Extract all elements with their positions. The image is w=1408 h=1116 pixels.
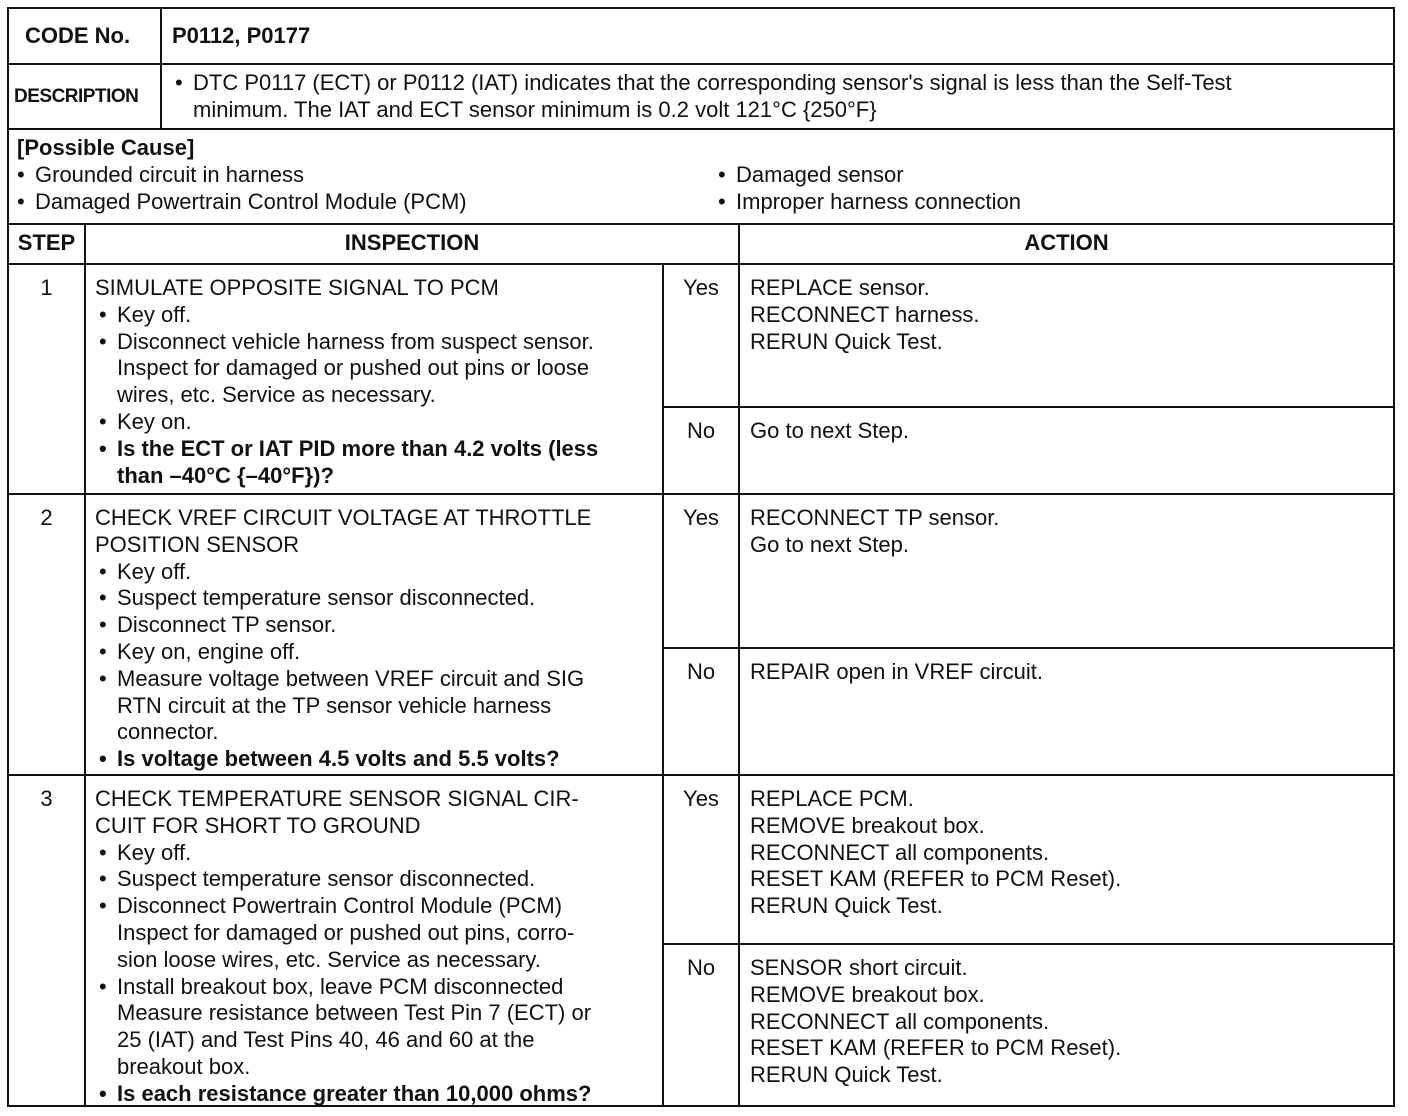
action-line: RERUN Quick Test. xyxy=(750,893,943,919)
inspection-question: • Is voltage between 4.5 volts and 5.5 volts? xyxy=(95,746,591,773)
action-line: RESET KAM (REFER to PCM Reset). xyxy=(750,1035,1122,1061)
inspection-bullet: • Key off. xyxy=(95,559,591,586)
rule xyxy=(9,223,1393,225)
column-step: STEP xyxy=(17,230,76,255)
description-text xyxy=(171,70,1232,124)
inspection-question: • Is each resistance greater than 10,000 ohms? xyxy=(95,1081,591,1108)
action-line: RERUN Quick Test. xyxy=(750,1062,943,1088)
action-line: RERUN Quick Test. xyxy=(750,328,943,354)
possible-cause-right xyxy=(714,162,1021,216)
rule xyxy=(160,9,162,128)
no-actions xyxy=(750,955,1121,1089)
rule xyxy=(84,223,86,1105)
description-label: DESCRIPTION xyxy=(14,86,139,107)
rule xyxy=(9,128,1393,130)
inspection-bullet: • Disconnect vehicle harness from suspect sensor. xyxy=(95,329,598,356)
yes-actions xyxy=(750,505,999,559)
yes-actions xyxy=(750,275,979,355)
action-line: Go to next Step. xyxy=(750,418,909,443)
inspection-bullet: RTN circuit at the TP sensor vehicle harness xyxy=(117,692,552,718)
inspection-bullet: breakout box. xyxy=(117,1053,251,1079)
inspection-question: • Is the ECT or IAT PID more than 4.2 volts (less xyxy=(95,436,598,463)
step-number: 2 xyxy=(40,505,53,530)
inspection-title: CUIT FOR SHORT TO GROUND xyxy=(95,812,421,838)
code-value: P0112, P0177 xyxy=(172,23,311,48)
inspection-block xyxy=(95,505,591,773)
inspection-bullet: • Suspect temperature sensor disconnected. xyxy=(95,866,591,893)
no-label: No xyxy=(686,955,716,980)
action-line: REMOVE breakout box. xyxy=(750,812,985,838)
inspection-bullet: Measure resistance between Test Pin 7 (ECT) or xyxy=(117,1000,592,1026)
inspection-bullet: connector. xyxy=(117,719,219,745)
action-line: REPAIR open in VREF circuit. xyxy=(750,659,1044,684)
step-number: 3 xyxy=(40,786,53,811)
action-line: REPLACE sensor. xyxy=(750,275,930,300)
step-number: 1 xyxy=(40,275,53,300)
possible-cause-left xyxy=(13,162,467,216)
inspection-bullet: • Disconnect TP sensor. xyxy=(95,612,591,639)
inspection-bullet: 25 (IAT) and Test Pins 40, 46 and 60 at the xyxy=(117,1027,535,1053)
column-inspection: INSPECTION xyxy=(344,230,480,255)
action-line: RECONNECT harness. xyxy=(750,301,980,327)
action-line: RESET KAM (REFER to PCM Reset). xyxy=(750,866,1122,892)
yes-actions xyxy=(750,786,1121,920)
cause-item: • Damaged Powertrain Control Module (PCM) xyxy=(13,189,467,216)
action-line: REPLACE PCM. xyxy=(750,786,914,811)
description-line: minimum. The IAT and ECT sensor minimum is 0.2 volt 121°C {250°F} xyxy=(193,96,877,122)
yes-label: Yes xyxy=(683,786,719,811)
no-label: No xyxy=(686,659,716,684)
inspection-title: CHECK TEMPERATURE SENSOR SIGNAL CIR- xyxy=(95,786,579,811)
inspection-title: POSITION SENSOR xyxy=(95,531,300,557)
yes-label: Yes xyxy=(683,275,719,300)
inspection-bullet: • Install breakout box, leave PCM disconnected xyxy=(95,974,591,1001)
diagnostic-table xyxy=(7,7,1395,1107)
inspection-bullet: • Disconnect Powertrain Control Module (PCM) xyxy=(95,893,591,920)
column-action: ACTION xyxy=(1024,230,1109,255)
rule xyxy=(662,647,1393,649)
cause-item: • Improper harness connection xyxy=(714,189,1021,216)
inspection-bullet: wires, etc. Service as necessary. xyxy=(117,382,436,408)
rule xyxy=(662,943,1393,945)
cause-item: • Grounded circuit in harness xyxy=(13,162,467,189)
rule xyxy=(9,493,1393,495)
rule xyxy=(738,223,740,1105)
action-line: RECONNECT TP sensor. xyxy=(750,505,1000,530)
action-line: SENSOR short circuit. xyxy=(750,955,968,980)
no-actions xyxy=(750,659,1043,686)
cause-item: • Damaged sensor xyxy=(714,162,1021,189)
inspection-bullet: Inspect for damaged or pushed out pins or loose xyxy=(117,355,590,381)
inspection-title: CHECK VREF CIRCUIT VOLTAGE AT THROTTLE xyxy=(95,505,592,530)
inspection-bullet: • Key off. xyxy=(95,302,598,329)
inspection-bullet: • Key off. xyxy=(95,840,591,867)
inspection-bullet: • Measure voltage between VREF circuit and SIG xyxy=(95,666,591,693)
inspection-bullet: • Key on. xyxy=(95,409,598,436)
inspection-bullet: • Suspect temperature sensor disconnected. xyxy=(95,585,591,612)
rule xyxy=(9,63,1393,65)
no-label: No xyxy=(686,418,716,443)
rule xyxy=(9,263,1393,265)
rule xyxy=(9,774,1393,776)
yes-label: Yes xyxy=(683,505,719,530)
inspection-title: SIMULATE OPPOSITE SIGNAL TO PCM xyxy=(95,275,499,300)
description-line: • DTC P0117 (ECT) or P0112 (IAT) indicates that the corresponding sensor's signal is less than the Self-Test xyxy=(171,70,1232,97)
inspection-bullet: sion loose wires, etc. Service as necessary. xyxy=(117,946,541,972)
inspection-bullet: Inspect for damaged or pushed out pins, corro- xyxy=(117,919,575,945)
possible-cause-title: [Possible Cause] xyxy=(17,135,195,160)
inspection-question: than –40°C {–40°F})? xyxy=(117,462,334,488)
action-line: Go to next Step. xyxy=(750,531,909,557)
action-line: RECONNECT all components. xyxy=(750,839,1050,865)
inspection-block xyxy=(95,275,598,489)
no-actions xyxy=(750,418,909,445)
code-label: CODE No. xyxy=(25,23,131,48)
action-line: RECONNECT all components. xyxy=(750,1008,1050,1034)
rule xyxy=(662,406,1393,408)
inspection-bullet: • Key on, engine off. xyxy=(95,639,591,666)
inspection-block xyxy=(95,786,591,1108)
action-line: REMOVE breakout box. xyxy=(750,981,985,1007)
